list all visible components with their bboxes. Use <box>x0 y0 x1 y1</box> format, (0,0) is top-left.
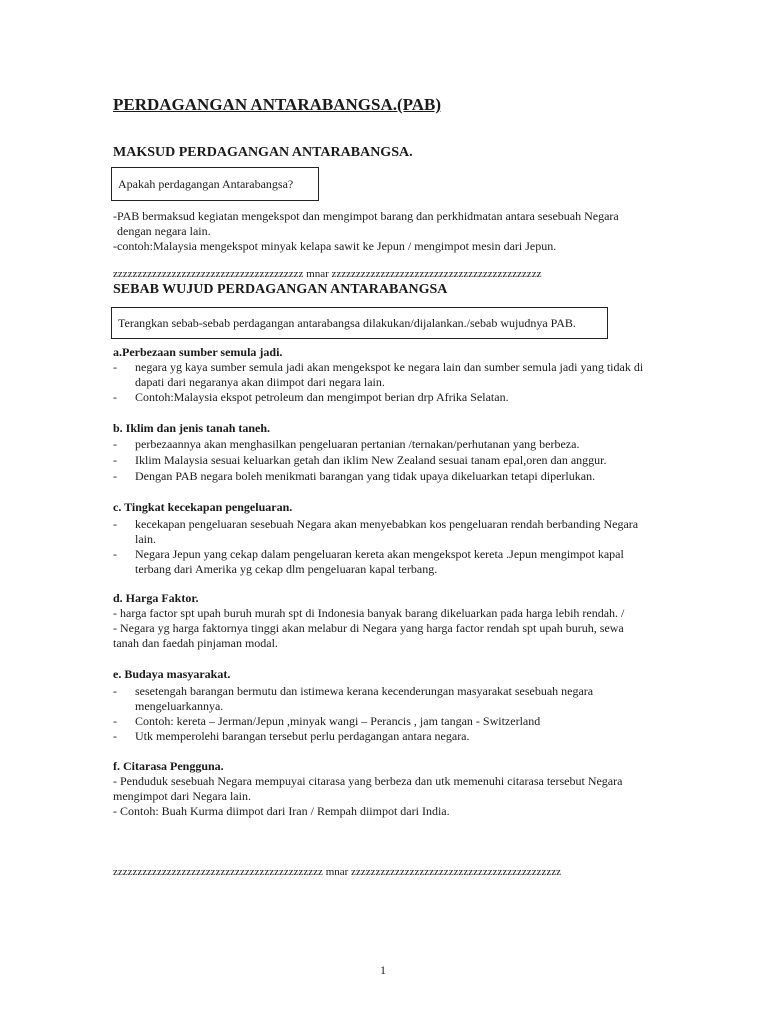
definition-block <box>113 209 673 254</box>
section-title: d. Harga Faktor. <box>113 591 199 605</box>
text-line: - harga factor spt upah buruh murah spt di Indonesia banyak barang dikeluarkan pada harga lebih rendah. / <box>113 606 625 620</box>
text-line: tanah dan faedah pinjaman modal. <box>113 636 278 650</box>
list-item: - kecekapan pengeluaran sesebuah Negara akan menyebabkan kos pengeluaran rendah berbanding Negara lain. <box>113 517 639 546</box>
text-line: - Penduduk sesebuah Negara mempuyai citarasa yang berbeza dan utk memenuhi citarasa tersebut Negara <box>113 774 623 788</box>
section-title: a.Perbezaan sumber semula jadi. <box>113 345 283 359</box>
section-b <box>113 421 661 484</box>
section-a <box>113 345 661 405</box>
section-title: b. Iklim dan jenis tanah taneh. <box>113 421 271 435</box>
heading-maksud: MAKSUD PERDAGANGAN ANTARABANGSA. <box>113 145 413 160</box>
section-d <box>113 591 673 651</box>
section-e <box>113 667 661 744</box>
divider-line: zzzzzzzzzzzzzzzzzzzzzzzzzzzzzzzzzzzzzzzzzzz mnar zzzzzzzzzzzzzzzzzzzzzzzzzzzzzzzzzzzzzzzzzzz <box>113 866 561 878</box>
question-text-1: Apakah perdagangan Antarabangsa? <box>118 177 294 191</box>
list-item: - Utk memperolehi barangan tersebut perlu perdagangan antara negara. <box>113 729 470 743</box>
section-title: f. Citarasa Pengguna. <box>113 759 224 773</box>
question-text-2: Terangkan sebab-sebab perdagangan antarabangsa dilakukan/dijalankan./sebab wujudnya PAB. <box>118 316 576 330</box>
list-item: - Contoh:Malaysia ekspot petroleum dan mengimpot berian drp Afrika Selatan. <box>113 390 509 404</box>
document-title: PERDAGANGAN ANTARABANGSA.(PAB) <box>113 95 442 114</box>
list-item: - negara yg kaya sumber semula jadi akan mengekspot ke negara lain dan sumber semula jadi yang tidak di dapati dari negaranya akan diimpot dari negara lain. <box>113 360 644 389</box>
definition-line: -contoh:Malaysia mengekspot minyak kelapa sawit ke Jepun / mengimpot mesin dari Jepun. <box>113 239 557 253</box>
list-item: - Iklim Malaysia sesuai keluarkan getah dan iklim New Zealand sesuai tanam epal,oren dan anggur. <box>113 453 607 467</box>
question-box-1 <box>111 167 319 201</box>
text-line: mengimpot dari Negara lain. <box>113 789 251 803</box>
list-item: - Contoh: kereta – Jerman/Jepun ,minyak wangi – Perancis , jam tangan - Switzerland <box>113 714 541 728</box>
list-item: - perbezaannya akan menghasilkan pengeluaran pertanian /ternakan/perhutanan yang berbeza. <box>113 437 580 451</box>
divider-line: zzzzzzzzzzzzzzzzzzzzzzzzzzzzzzzzzzzzzzz mnar zzzzzzzzzzzzzzzzzzzzzzzzzzzzzzzzzzzzzzzzzzz <box>113 268 542 280</box>
list-item: - Negara Jepun yang cekap dalam pengeluaran kereta akan mengekspot kereta .Jepun mengimpot kapal terbang dari Amerika yg cekap dlm pengeluaran kapal terbang. <box>113 547 624 576</box>
definition-line: -PAB bermaksud kegiatan mengekspot dan mengimpot barang dan perkhidmatan antara sesebuah Negara <box>113 209 619 223</box>
text-line: - Negara yg harga faktornya tinggi akan melabur di Negara yang harga factor rendah spt upah buruh, sewa <box>113 621 624 635</box>
section-c <box>113 500 661 577</box>
section-title: e. Budaya masyarakat. <box>113 667 231 681</box>
list-item: - Dengan PAB negara boleh menikmati barangan yang tidak upaya dikeluarkan tetapi diperlukan. <box>113 469 596 483</box>
definition-line: dengan negara lain. <box>117 224 211 238</box>
page-number: 1 <box>380 963 386 977</box>
text-line: - Contoh: Buah Kurma diimpot dari Iran / Rempah diimpot dari India. <box>113 804 450 818</box>
heading-sebab: SEBAB WUJUD PERDAGANGAN ANTARABANGSA <box>113 282 448 297</box>
section-f <box>113 759 673 819</box>
section-title: c. Tingkat kecekapan pengeluaran. <box>113 500 293 514</box>
question-box-2 <box>111 307 608 339</box>
list-item: - sesetengah barangan bermutu dan istimewa kerana kecenderungan masyarakat sesebuah negara mengeluarkannya. <box>113 684 594 713</box>
